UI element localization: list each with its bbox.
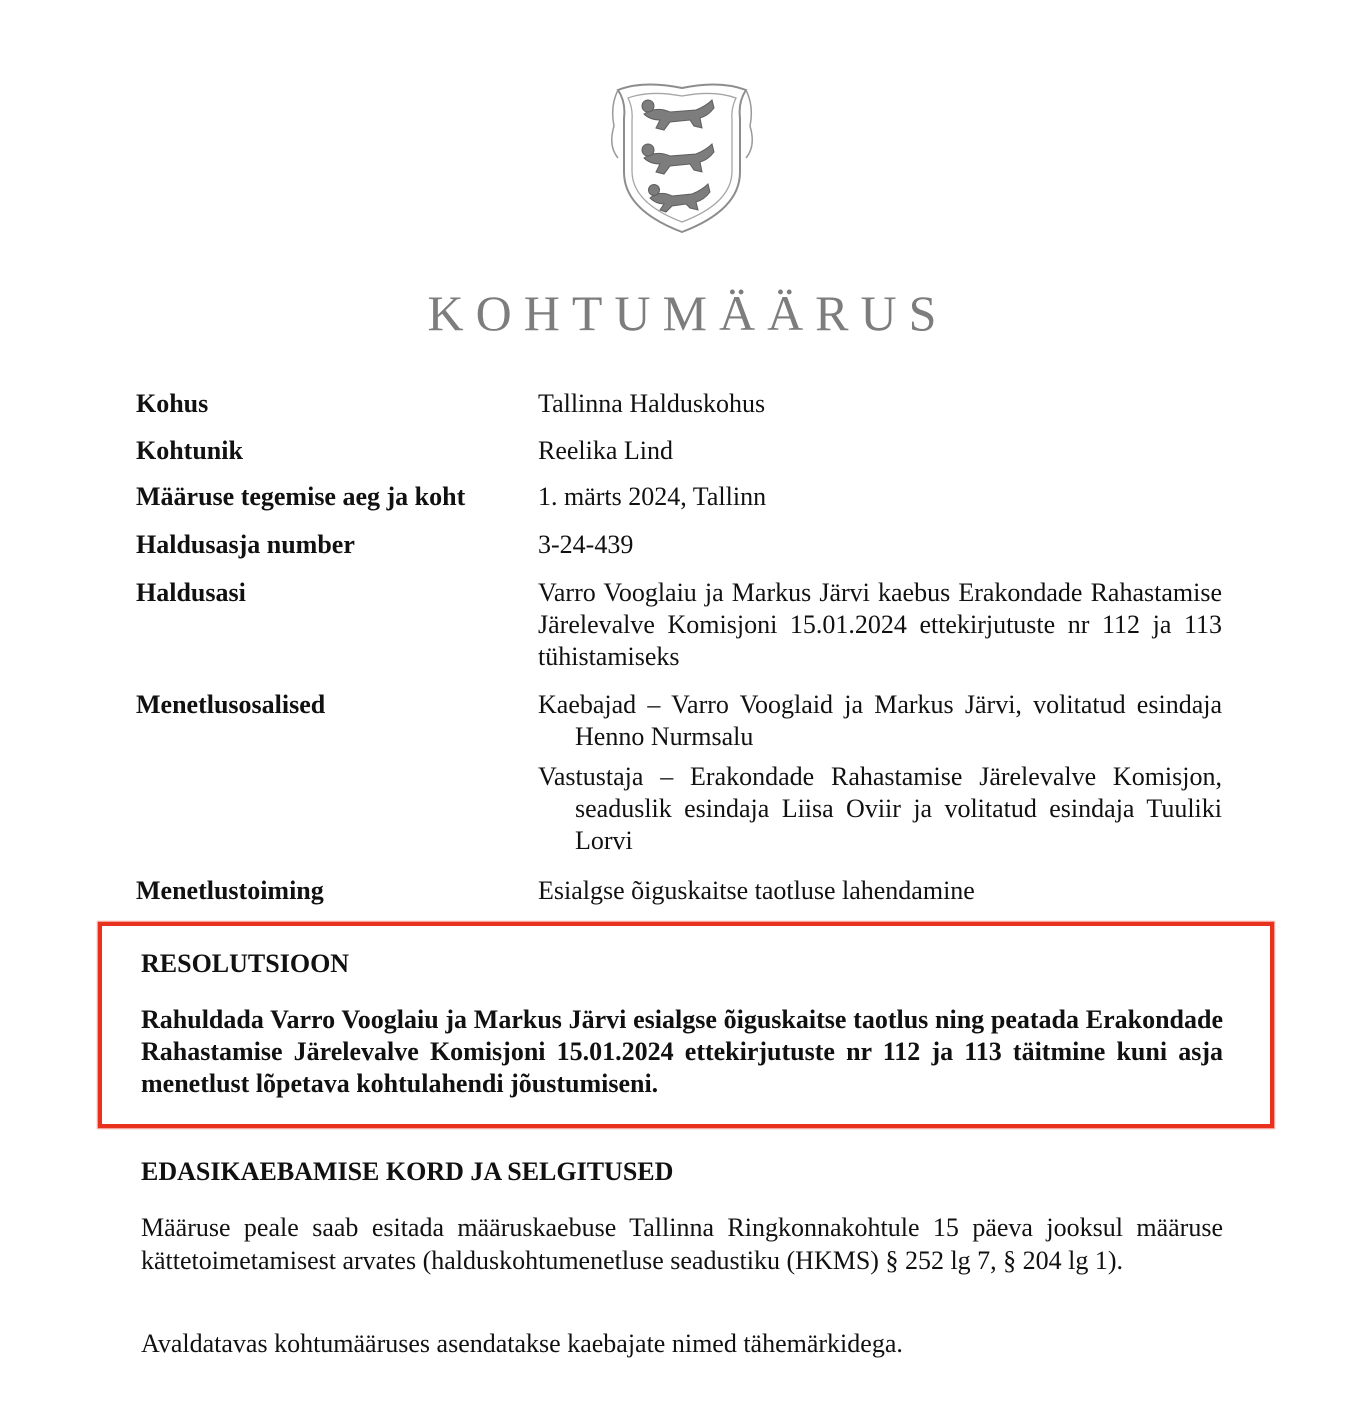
appeal-heading: EDASIKAEBAMISE KORD JA SELGITUSED xyxy=(141,1157,674,1186)
case-number-label: Haldusasja number xyxy=(136,530,355,559)
resolution-heading: RESOLUTSIOON xyxy=(141,949,350,978)
appeal-paragraph-2: Avaldatavas kohtumääruses asendatakse kaebajate nimed tähemärkidega. xyxy=(141,1329,903,1358)
date-place-label: Määruse tegemise aeg ja koht xyxy=(136,482,466,511)
respondent-text: Vastustaja – Erakondade Rahastamise Järelevalve Komisjon, seaduslik esindaja Liisa Oviir ja volitatud esindaja Tuuliki Lorvi xyxy=(538,762,1222,855)
parties-value xyxy=(538,689,1222,857)
appeal-paragraph-1: Määruse peale saab esitada määruskaebuse Tallinna Ringkonnakohtule 15 päeva jooksul määruse kättetoimetamisest arvates (halduskohtumenetluse seadustiku (HKMS) § 252 lg 7, § 204 lg 1). xyxy=(141,1213,1223,1275)
date-place-value: 1. märts 2024, Tallinn xyxy=(538,482,767,511)
court-label: Kohus xyxy=(136,389,209,418)
case-number-value: 3-24-439 xyxy=(538,530,634,559)
document-title: KOHTUMÄÄRUS xyxy=(427,285,949,341)
court-value: Tallinna Halduskohus xyxy=(538,389,766,418)
procedural-act-label: Menetlustoiming xyxy=(136,876,324,905)
estonian-coat-of-arms-icon xyxy=(604,76,760,236)
judge-value: Reelika Lind xyxy=(538,436,674,465)
parties-label: Menetlusosalised xyxy=(136,690,326,719)
case-value: Varro Vooglaiu ja Markus Järvi kaebus Erakondade Rahastamise Järelevalve Komisjoni 15.01.2024 ettekirjutuste nr 112 ja 113 tühistamiseks xyxy=(538,578,1222,671)
case-label: Haldusasi xyxy=(136,578,246,607)
complainants-text: Kaebajad – Varro Vooglaid ja Markus Järvi, volitatud esindaja Henno Nurmsalu xyxy=(538,690,1222,751)
procedural-act-value: Esialgse õiguskaitse taotluse lahendamine xyxy=(538,876,975,905)
resolution-text: Rahuldada Varro Vooglaiu ja Markus Järvi esialgse õiguskaitse taotlus ning peatada Erakondade Rahastamise Järelevalve Komisjoni 15.01.2024 ettekirjutuste nr 112 ja 113 täitmine kuni asja menetlust lõpetava kohtulahendi jõustumiseni. xyxy=(141,1005,1223,1098)
judge-label: Kohtunik xyxy=(136,436,243,465)
